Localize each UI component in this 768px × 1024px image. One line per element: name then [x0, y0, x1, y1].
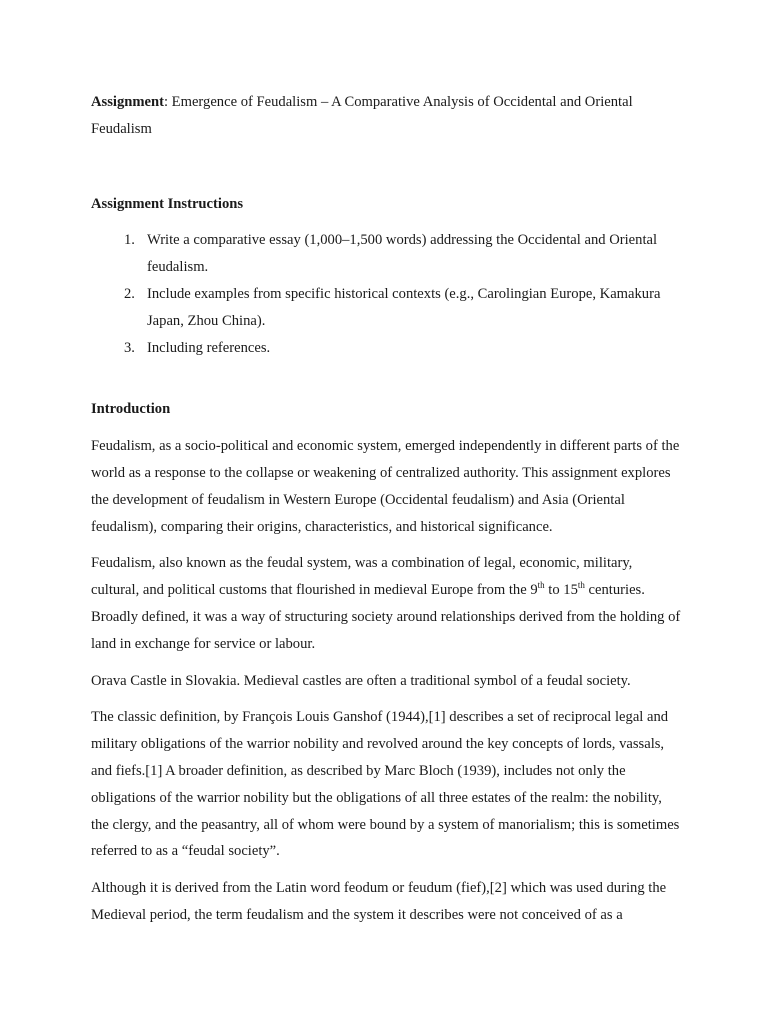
document-body — [91, 89, 681, 929]
list-item-number: 1. — [124, 232, 135, 249]
instructions-heading: Assignment Instructions — [91, 195, 244, 212]
intro-paragraph-3: Orava Castle in Slovakia. Medieval castles are often a traditional symbol of a feudal society. — [91, 672, 631, 689]
list-item-number: 3. — [124, 339, 135, 356]
list-item-number: 2. — [124, 285, 135, 302]
superscript-th: th — [537, 580, 545, 591]
list-item — [91, 227, 681, 281]
superscript-th: th — [577, 580, 585, 591]
assignment-title-text: : Emergence of Feudalism – A Comparative Analysis of Occidental and Oriental Feudalism — [91, 94, 633, 137]
introduction-heading: Introduction — [91, 401, 171, 418]
list-item-text: Include examples from specific historical contexts (e.g., Carolingian Europe, Kamakura Japan, Zhou China). — [147, 285, 661, 329]
intro-paragraph-2-part-c: centuries. Broadly defined, it was a way of structuring society around relationships derived from the holding of land in exchange for service or labour. — [91, 582, 681, 652]
assignment-label: Assignment — [91, 94, 164, 110]
assignment-title — [91, 89, 681, 143]
intro-paragraph-1: Feudalism, as a socio-political and economic system, emerged independently in different parts of the world as a response to the collapse or weakening of centralized authority. This assignment explores the development of feudalism in Western Europe (Occidental feudalism) and Asia (Oriental feudalism), comparing their origins, characteristics, and historical significance. — [91, 438, 680, 535]
instructions-list — [91, 227, 681, 361]
list-item — [91, 335, 681, 362]
intro-paragraph-2-part-a: Feudalism, also known as the feudal system, was a combination of legal, economic, military, cultural, and political customs that flourished in medieval Europe from the 9 — [91, 555, 633, 599]
list-item-text: Including references. — [147, 339, 271, 356]
list-item — [91, 281, 681, 335]
list-item-text: Write a comparative essay (1,000–1,500 words) addressing the Occidental and Oriental feudalism. — [147, 232, 658, 276]
intro-paragraph-2-part-b: to 15 — [544, 582, 578, 599]
intro-paragraph-4: The classic definition, by François Louis Ganshof (1944),[1] describes a set of reciprocal legal and military obligations of the warrior nobility and revolved around the key concepts of lords, vassals, and fiefs.[1] A broader definition, as described by Marc Bloch (1939), includes not only the obligations of the warrior nobility but the obligations of all three estates of the realm: the nobility, the clergy, and the peasantry, all of whom were bound by a system of manorialism; this is sometimes referred to as a “feudal society”. — [91, 709, 680, 860]
intro-paragraph-2 — [91, 550, 681, 657]
intro-paragraph-5: Although it is derived from the Latin word feodum or feudum (fief),[2] which was used during the Medieval period, the term feudalism and the system it describes were not conceived of as a — [91, 880, 667, 923]
